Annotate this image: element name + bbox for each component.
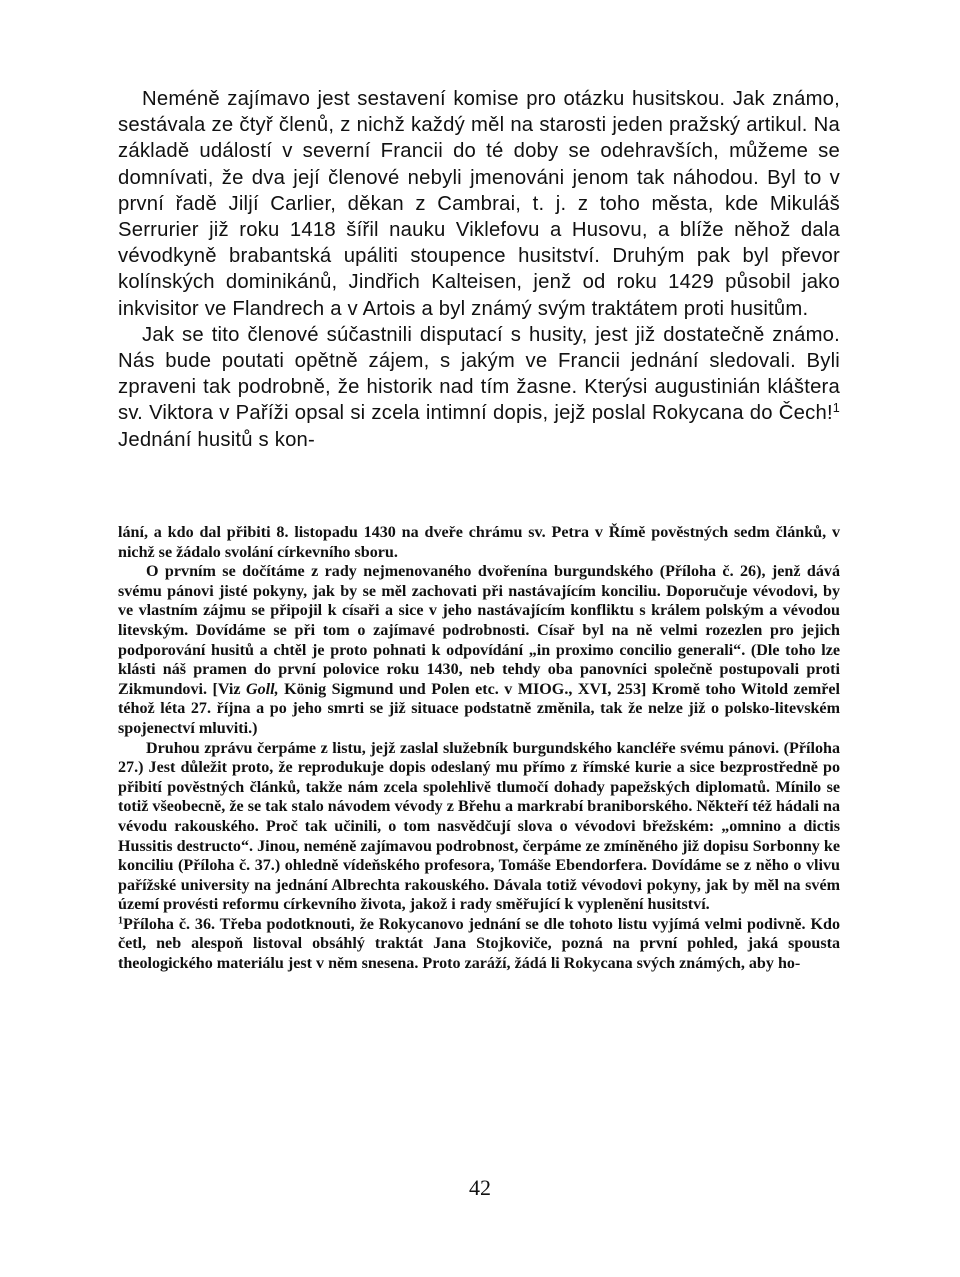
main-paragraph-2-tail: Jednání husitů s kon-: [118, 428, 315, 451]
main-text: [118, 86, 840, 453]
note-paragraph-1-text: O prvním se dočítáme z rady nejmenovaného dvořenína burgundského (Příloha č. 26), jenž dává svému pánovi jisté pokyny, jak by se měl zachovati při nastávajícím konciliu. Doporučuje vévodovi, by ve vlastním zájmu se připojil k císaři a sice v jeho nastávajícím konfliktu s králem polským a vévodou litevským. Dovídáme se při tom o zajímavé podrobnosti. Císař byl na ně velmi rozezlen pro jejich podporování husitů a chtěl je proto pohnati k odpovídání „in proximo concilio generali“. (Dle toho lze klásti náš pramen do první polovice roku 1430, neb tehdy oba panovníci společně postupovali proti Zikmundovi. [Viz: [118, 563, 840, 698]
note-paragraph-1-tail: König Sigmund und Polen etc. v MIOG., XVI, 253] Kromě toho Witold zemřel téhož léta 27. října a po jeho smrti se již situace podstatně změnila, tak že nelze již o polsko-litevském spojenectví mluviti.): [118, 680, 840, 737]
notes-section: [118, 523, 840, 974]
footnote-1: [118, 915, 840, 974]
note-paragraph-1: [118, 562, 840, 738]
main-paragraph-1: Neméně zajímavo jest sestavení komise pro otázku husitskou. Jak známo, sestávala ze čtyř členů, z nichž každý měl na starosti jeden pražský artikul. Na základě událostí v severní Francii do té doby se odehravších, můžeme se domnívati, že dva její členové nebyli jmenováni jenom tak náhodou. Byl to v první řadě Jiljí Carlier, děkan z Cambrai, t. j. z toho města, kde Mikuláš Serrurier již roku 1418 šířil nauku Viklefovu a Husovu, a blíže něhož dala vévodkyně brabantská upáliti stoupence husitství. Druhým pak byl převor kolínských dominikánů, Jindřich Kalteisen, jenž od roku 1429 působil jako inkvisitor ve Flandrech a v Artois a byl známý svým traktátem proti husitům.: [118, 88, 840, 320]
main-paragraph-2-text: Jak se tito členové súčastnili disputací s husity, jest již dostatečně známo. Nás bude poutati opětně zájem, s jakým ve Francii jednání sledovali. Byli zpraveni tak podrobně, že historik nad tím žasne. Kterýsi augustinián kláštera sv. Viktora v Paříži opsal si zcela intimní dopis, jejž poslal Rokycana do Čech!: [118, 323, 840, 425]
footnote-reference: 1: [832, 401, 840, 416]
main-paragraph-2: [118, 322, 840, 453]
footnote-text: Příloha č. 36. Třeba podotknouti, že Rokycanovo jednání se dle tohoto listu vyjímá velmi podivně. Kdo četl, neb alespoň listoval obsáhlý traktát Jana Stojkoviče, pozná na první pohled, jaká spousta theologického materiálu jest v něm snesena. Proto zaráží, žádá li Rokycana svých známých, aby ho-: [118, 915, 840, 973]
footnote-marker: 1: [118, 915, 123, 927]
note-paragraph-2: Druhou zprávu čerpáme z listu, jejž zaslal služebník burgundského kancléře svému pánovi. (Příloha 27.) Jest důležit proto, že reprodukuje dopis odeslaný mu přímo z římské kurie a sice bezprostředně po přibití pověstných článků, takže nám zcela spolehlivě tlumočí dohady papežských diplomatů. Mínilo se totiž všeobecně, že se tak stalo návodem vévody z Břehu a markrabí braniborského. Někteří též hádali na vévodu rakouského. Proč tak učinili, o tom nasvědčují slova o vévodovi břežském: „omnino a dictis Hussitis destructo“. Jinou, neméně zajímavou podrobnost, čerpáme ze zmíněného již dopisu Sorbonny ke konciliu (Příloha č. 37.) ohledně vídeňského profesora, Tomáše Ebendorfera. Dovídáme se z něho o vlivu pařížské university na jednání Albrechta rakouského. Dávala totiž vévodovi pokyny, jak by měl na svém území provésti reformu církevního života, jakož i rady směřující k vyplenění husitství.: [118, 739, 840, 914]
note-continuation: lání, a kdo dal přibiti 8. listopadu 1430 na dveře chrámu sv. Petra v Římě pověstných sedm článků, v nichž se žádalo svolání církevního sboru.: [118, 524, 840, 561]
author-name-goll: Goll,: [245, 680, 279, 698]
page-number: 42: [469, 1175, 491, 1200]
